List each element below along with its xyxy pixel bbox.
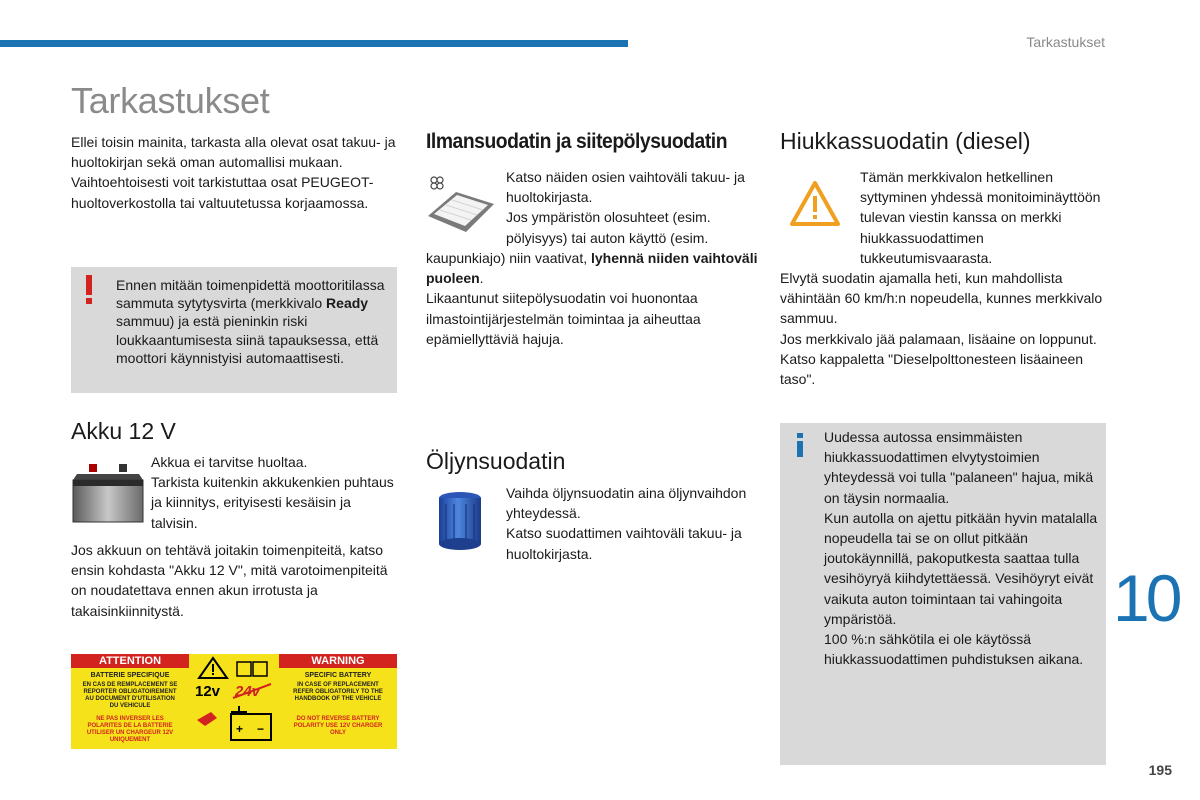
svg-text:+: + bbox=[236, 722, 244, 736]
oil-filter-heading: Öljynsuodatin bbox=[426, 448, 566, 474]
warning-text-part: sammuu) ja estä pieninkin riski loukkaantumisesta siinä tapauksessa, että moottori käynnistyisi automaattisesti. bbox=[116, 313, 379, 366]
battery-icon bbox=[71, 458, 145, 526]
warning-box bbox=[71, 267, 397, 393]
battery-pictogram-icon bbox=[191, 656, 277, 746]
air-filter-text-part: kaupunkiajo) niin vaativat, bbox=[426, 250, 591, 266]
info-box bbox=[780, 423, 1106, 765]
page-number: 195 bbox=[1148, 762, 1172, 778]
diesel-filter-heading: Hiukkassuodatin (diesel) bbox=[780, 128, 1031, 154]
label-12v: 12v bbox=[195, 683, 221, 700]
info-text: Uudessa autossa ensimmäisten hiukkassuodattimen elvytystoimien yhteydessä voi tulla "palaneen" hajua, mikä on täysin normaalia. Kun autolla on ajettu pitkään hyvin matalalla nopeudella tai se on ollut pitkään joutokäynnillä, pakoputkesta saattaa tulla vesihöyryä kiihdytettäessä. Vesihöyryt eivät vaikuta auton toimintaan tai vahingoita ympäristöä. 100 %:n sähkötila ei ole käytössä hiukkassuodattimen puhdistuksen aikana. bbox=[824, 429, 1098, 668]
running-header: Tarkastukset bbox=[1026, 34, 1105, 50]
warning-triangle-icon bbox=[789, 180, 841, 228]
air-filter-text-part: . Likaantunut siitepölysuodatin voi huonontaa ilmastointijärjestelmän toimintaa ja aiheuttaa epämiellyttäviä hajuja. bbox=[426, 270, 701, 347]
diesel-filter-text-2: Elvytä suodatin ajamalla heti, kun mahdollista vähintään 60 km/h:n nopeudella, kunnes merkkivalo sammuu. Jos merkkivalo jää palamaan, lisäaine on loppunut. Katso kappaletta "Dieselpolttonesteen lisäaineen taso". bbox=[780, 270, 1103, 388]
label-left-title: BATTERIE SPECIFIQUE bbox=[90, 672, 170, 679]
svg-text:−: − bbox=[257, 722, 265, 736]
intro-paragraph: Vaihtoehtoisesti voit tarkistuttaa osat PEUGEOT-huoltoverkostolla tai valtuutetussa korjaamossa. bbox=[71, 174, 374, 211]
intro-paragraph: Ellei toisin mainita, tarkasta alla olevat osat takuu- ja huoltokirjan sekä oman automallisi mukaan. bbox=[71, 134, 396, 171]
air-filter-text-2 bbox=[426, 248, 762, 349]
warning-text-part: Ennen mitään toimenpidettä moottoritilassa sammuta sytytysvirta (merkkivalo bbox=[116, 277, 385, 312]
akku-text: Akkua ei tarvitse huoltaa. Tarkista kuitenkin akkukenkien puhtaus ja kiinnitys, erityisesti kesäisin ja talvisin. bbox=[151, 454, 394, 531]
air-filter-text: Katso näiden osien vaihtoväli takuu- ja huoltokirjasta. Jos ympäristön olosuhteet (esim. pölyisyys) tai auton käyttö (esim. bbox=[506, 169, 745, 246]
oil-filter-text: Vaihda öljynsuodatin aina öljynvaihdon yhteydessä. Katso suodattimen vaihtoväli takuu- ja huoltokirjasta. bbox=[506, 485, 747, 562]
label-header-right: WARNING bbox=[279, 654, 397, 668]
warning-text-bold: Ready bbox=[326, 295, 369, 312]
air-filter-icon bbox=[426, 172, 496, 236]
air-filter-heading: Ilmansuodatin ja siitepölysuodatin bbox=[426, 130, 728, 153]
warning-text bbox=[116, 276, 388, 367]
chapter-number bbox=[1113, 558, 1200, 638]
info-icon bbox=[796, 433, 804, 457]
akku-text-2: Jos akkuun on tehtävä joitakin toimenpiteitä, katso ensin kohdasta "Akku 12 V", mitä varotoimenpiteitä on noudatettava ennen akun irrotusta ja takaisinkiinnitystä. bbox=[71, 542, 388, 619]
label-right-title: SPECIFIC BATTERY bbox=[304, 672, 372, 679]
label-left-body: EN CAS DE REMPLACEMENT SE REPORTER OBLIGATOIREMENT AU DOCUMENT D'UTILISATION DU VEHICULE bbox=[82, 682, 178, 709]
label-right-red: DO NOT REVERSE BATTERY POLARITY USE 12V CHARGER ONLY bbox=[293, 716, 383, 736]
label-left-red: NE PAS INVERSER LES POLARITES DE LA BATTERIE UTILISER UN CHARGEUR 12V UNIQUEMENT bbox=[86, 716, 174, 743]
label-24v: 24v bbox=[235, 683, 261, 700]
diesel-filter-text: Tämän merkkivalon hetkellinen syttyminen yhdessä monitoiminäyttöön tulevan viestin kanssa on merkki hiukkassuodattimen tukkeutumisvaarasta. bbox=[860, 169, 1101, 266]
label-right-body: IN CASE OF REPLACEMENT REFER OBLIGATORILY TO THE HANDBOOK OF THE VEHICLE bbox=[293, 682, 383, 702]
battery-warning-label bbox=[71, 654, 397, 749]
oil-filter-icon bbox=[436, 490, 484, 552]
akku-heading: Akku 12 V bbox=[71, 418, 176, 444]
exclamation-icon bbox=[84, 275, 94, 305]
intro-text bbox=[71, 132, 401, 213]
label-header-left: ATTENTION bbox=[71, 654, 189, 668]
air-filter-text-bold: lyhennä niiden vaihtoväli puoleen bbox=[426, 250, 758, 287]
chapter-number-label: 10 bbox=[1113, 561, 1179, 635]
page-title: Tarkastukset bbox=[71, 80, 270, 121]
header-accent-bar bbox=[0, 40, 628, 47]
